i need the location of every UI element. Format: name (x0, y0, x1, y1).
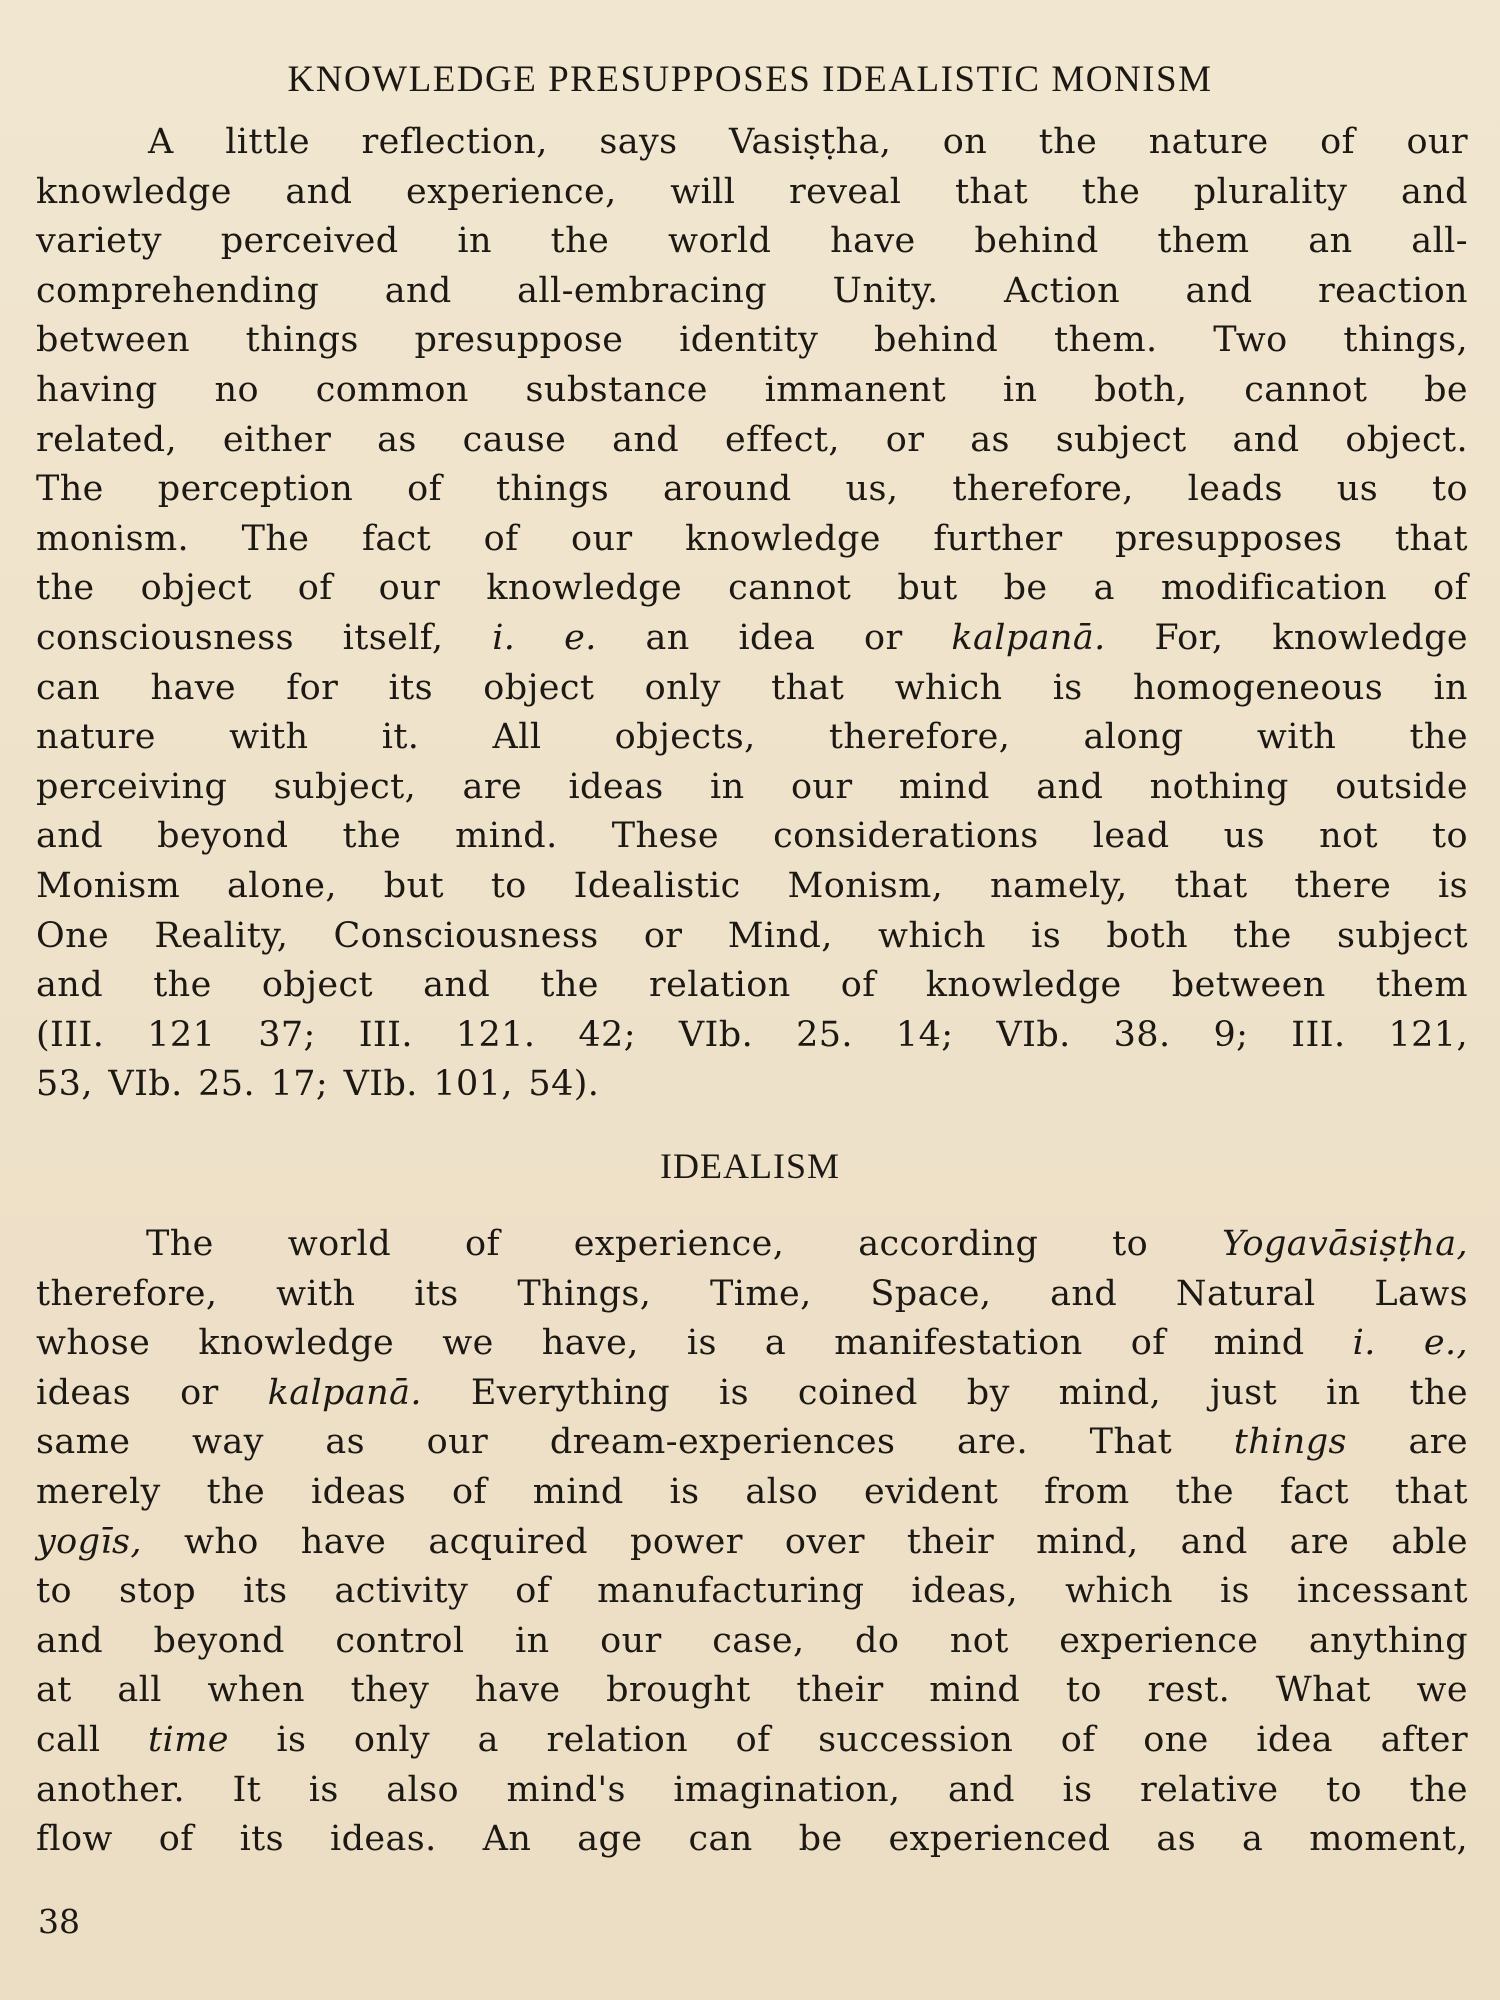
text-line: (III. 121 37; III. 121. 42; VIb. 25. 14; VIb. 38. 9; III. 121, (36, 1014, 1468, 1055)
text-line: comprehending and all-embracing Unity. Action and reaction (36, 270, 1468, 311)
text-run: who have acquired power over their mind, and are able (183, 1521, 1469, 1562)
text-line: flow of its ideas. An age can be experienced as a moment, (36, 1819, 1468, 1860)
text-line: and beyond the mind. These considerations lead us not to (36, 816, 1468, 857)
text-line: to stop its activity of manufacturing ideas, which is incessant (36, 1571, 1468, 1612)
text-line: monism. The fact of our knowledge further presupposes that (36, 518, 1468, 559)
section-heading: IDEALISM (660, 1146, 840, 1186)
italic-run: time (148, 1719, 229, 1760)
text-line: perceiving subject, are ideas in our mind and nothing outside (36, 766, 1468, 807)
text-run: Everything is coined by mind, just in the (470, 1372, 1468, 1413)
italic-run: i. e., (1352, 1323, 1468, 1364)
italic-run: i. e. (492, 617, 597, 658)
text-line: and the object and the relation of knowledge between them (36, 965, 1468, 1006)
text-line: having no common substance immanent in both, cannot be (36, 369, 1468, 410)
text-line (36, 1716, 1468, 1766)
text-line: 53, VIb. 25. 17; VIb. 101, 54). (36, 1064, 600, 1105)
italic-run: things (1233, 1422, 1347, 1463)
text-line (36, 1220, 1468, 1270)
text-line: Monism alone, but to Idealistic Monism, namely, that there is (36, 865, 1468, 906)
text-line: can have for its object only that which is homogeneous in (36, 667, 1468, 708)
text-line: merely the ideas of mind is also evident from the fact that (36, 1471, 1468, 1512)
text-run: is only a relation of succession of one idea after (276, 1719, 1468, 1760)
text-run: ideas or (36, 1372, 219, 1413)
text-line: and beyond control in our case, do not experience anything (36, 1620, 1468, 1661)
text-run: consciousness itself, (36, 617, 444, 658)
text-run: whose knowledge we have, is a manifestation of mind (36, 1323, 1305, 1364)
italic-run: Yogavāsiṣṭha, (1222, 1224, 1468, 1264)
italic-run: yogīs, (36, 1521, 142, 1562)
text-line: another. It is also mind's imagination, and is relative to the (36, 1769, 1468, 1810)
text-line: One Reality, Consciousness or Mind, which is both the subject (36, 915, 1468, 956)
text-line (36, 1518, 1468, 1568)
text-run: call (36, 1719, 101, 1760)
paragraph-knowledge (36, 118, 1468, 1110)
text-run: an idea or (645, 617, 903, 658)
text-run: are (1408, 1422, 1469, 1463)
text-run: For, knowledge (1154, 617, 1469, 658)
text-line: variety perceived in the world have behind them an all- (36, 221, 1468, 262)
text-line: therefore, with its Things, Time, Space, and Natural Laws (36, 1273, 1468, 1314)
text-line: A little reflection, says Vasiṣṭha, on the nature of our (148, 122, 1468, 162)
chapter-heading: KNOWLEDGE PRESUPPOSES IDEALISTIC MONISM (287, 59, 1213, 100)
paragraph-idealism (36, 1220, 1468, 1865)
text-line: at all when they have brought their mind to rest. What we (36, 1670, 1468, 1711)
text-line: between things presuppose identity behind them. Two things, (36, 320, 1468, 361)
text-line: The perception of things around us, therefore, leads us to (36, 469, 1468, 510)
text-run: The world of experience, according to (146, 1224, 1149, 1264)
text-line (36, 1369, 1468, 1419)
text-line: related, either as cause and effect, or as subject and object. (36, 419, 1468, 460)
italic-run: kalpanā. (951, 617, 1106, 658)
page-number: 38 (38, 1902, 80, 1941)
text-run: same way as our dream-experiences are. That (36, 1422, 1173, 1463)
text-line (36, 614, 1468, 664)
text-line (36, 1418, 1468, 1468)
text-line: the object of our knowledge cannot but be a modification of (36, 568, 1468, 609)
text-line (36, 1319, 1468, 1369)
italic-run: kalpanā. (267, 1372, 422, 1413)
text-line: knowledge and experience, will reveal that the plurality and (36, 171, 1468, 212)
text-line: nature with it. All objects, therefore, along with the (36, 717, 1468, 758)
